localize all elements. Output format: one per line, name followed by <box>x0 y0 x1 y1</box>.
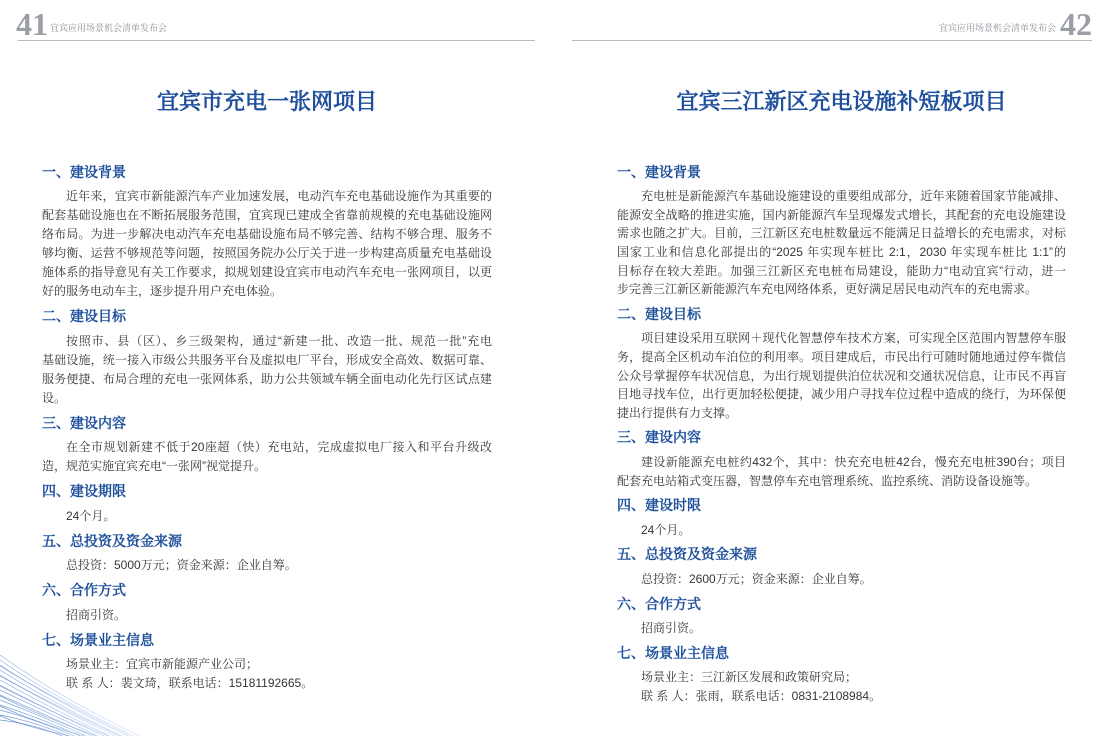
text-line: 步完善三江新区新能源汽车充电网络体系，更好满足居民电动汽车的充电需求。 <box>617 282 1038 297</box>
section-heading: 一、建设背景 <box>42 163 126 180</box>
text-line: 总投资：2600万元；资金来源：企业自筹。 <box>641 571 872 586</box>
text-line: 好的服务电动车主，逐步提升用户充电体验。 <box>42 284 283 299</box>
page-title: 宜宾市充电一张网项目 <box>156 89 377 114</box>
text-line: 建设新能源充电桩约432个，其中：快充充电桩42台，慢充充电桩390台；项目 <box>641 455 1066 469</box>
section-heading: 六、合作方式 <box>42 582 126 599</box>
text-line: 够均衡、运营不够规范等问题，按照国务院办公厅关于进一步构建高质量充电基础设 <box>42 246 492 261</box>
text-line: 按照市、县（区）、乡三级架构，通过“新建一批、改造一批、规范一批”充电 <box>66 333 492 348</box>
text-line: 招商引资。 <box>641 621 702 636</box>
text-line: 需求也随之扩大。目前，三江新区充电桩数量远不能满足日益增长的充电需求，对标 <box>617 226 1066 241</box>
section-objectives <box>617 299 1066 423</box>
text-line: 场景业主：宜宾市新能源产业公司； <box>66 657 259 672</box>
text-line: 充电桩是新能源汽车基础设施建设的重要组成部分，近年来随着国家节能减排、 <box>641 189 1066 204</box>
section-investment <box>42 526 492 576</box>
section-heading: 七、场景业主信息 <box>42 631 154 648</box>
section-heading: 三、建设内容 <box>42 414 126 431</box>
section-heading: 四、建设时限 <box>617 497 701 514</box>
section-owner-info <box>617 638 1066 706</box>
text-line: 施体系的指导意见有关工作要求，拟规划建设宜宾市电动汽车充电一张网项目，以更 <box>42 265 492 280</box>
text-line: 务，提高全区机动车泊位的利用率。项目建成后，市民出行可随时随地通过停车微信 <box>617 350 1066 365</box>
text-line: 场景业主：三江新区发展和政策研究局； <box>641 670 858 685</box>
decorative-wave-lines <box>0 636 150 736</box>
text-line: 公众号掌握停车状况信息，为出行规划提供泊位状况和交通状况信息，让市民不再盲 <box>617 368 1066 383</box>
text-line: 联 系 人：张雨，联系电话：0831-2108984。 <box>641 688 882 703</box>
running-header-title: 宜宾应用场景机会清单发布会 <box>938 23 1056 33</box>
text-line: 24个月。 <box>641 522 691 537</box>
section-content <box>617 422 1066 490</box>
section-heading: 七、场景业主信息 <box>617 644 729 661</box>
text-line: 目地寻找车位，出行更加轻松便捷，减少用户寻找车位过程中造成的绕行，为环保便 <box>617 387 1066 402</box>
page-title: 宜宾三江新区充电设施补短板项目 <box>676 89 1007 114</box>
text-line: 总投资：5000万元；资金来源：企业自筹。 <box>66 558 297 573</box>
section-heading: 三、建设内容 <box>617 429 701 446</box>
text-line: 捷出行提供有力支撑。 <box>617 405 738 420</box>
right-page <box>553 0 1106 736</box>
header-rule <box>572 40 1092 41</box>
page-number: 41 <box>16 6 48 42</box>
section-heading: 二、建设目标 <box>617 305 701 322</box>
section-heading: 四、建设期限 <box>42 483 126 500</box>
section-duration <box>617 490 1066 539</box>
text-line: 项目建设采用互联网＋现代化智慧停车技术方案，可实现全区范围内智慧停车服 <box>641 331 1066 346</box>
text-line: 造，规范实施宜宾充电“一张网”视觉提升。 <box>42 459 266 474</box>
running-header-title: 宜宾应用场景机会清单发布会 <box>50 23 168 33</box>
page-body <box>42 157 492 694</box>
page-number: 42 <box>1060 6 1092 42</box>
header-rule <box>18 40 535 41</box>
page-body <box>617 157 1066 706</box>
text-line: 目标存在较大差距。加强三江新区充电桩布局建设，能助力“电动宜宾”行动，进一 <box>617 263 1066 278</box>
section-heading: 五、总投资及资金来源 <box>617 546 757 563</box>
section-heading: 二、建设目标 <box>42 308 126 325</box>
text-line: 设。 <box>42 390 67 405</box>
text-line: 招商引资。 <box>66 607 127 622</box>
text-line: 24个月。 <box>66 508 116 523</box>
text-line: 配套基础设施也在不断拓展服务范围，宜宾现已建成全省靠前规模的充电基础设施网 <box>42 208 492 223</box>
section-objectives <box>42 301 492 408</box>
section-cooperation <box>42 575 492 625</box>
section-content <box>42 408 492 477</box>
text-line: 在全市规划新建不低于20座超（快）充电站，完成虚拟电厂接入和平台升级改 <box>66 440 492 455</box>
section-cooperation <box>617 589 1066 638</box>
text-line: 能源安全战略的推进实施，国内新能源汽车呈现爆发式增长，其配套的充电设施建设 <box>617 207 1066 222</box>
text-line: 服务便捷、布局合理的充电一张网体系，助力公共领域车辆全面电动化先行区试点建 <box>42 371 492 386</box>
text-line: 基础设施，统一接入市级公共服务平台及虚拟电厂平台，形成安全高效、数据可靠、 <box>42 352 492 367</box>
section-heading: 一、建设背景 <box>617 163 701 180</box>
section-background <box>617 157 1066 299</box>
text-line: 国家工业和信息化部提出的“2025 年实现车桩比 2:1，2030 年实现车桩比 1:1”的 <box>617 245 1066 260</box>
text-line: 配套充电站箱式变压器，智慧停车充电管理系统、监控系统、消防设备设施等。 <box>617 473 1038 488</box>
section-heading: 五、总投资及资金来源 <box>42 532 182 549</box>
section-duration <box>42 476 492 526</box>
section-heading: 六、合作方式 <box>617 595 701 612</box>
text-line: 络布局。为进一步解决电动汽车充电基础设施布局不够完善、结构不够合理、服务不 <box>42 227 492 242</box>
section-investment <box>617 539 1066 588</box>
section-background <box>42 157 492 302</box>
text-line: 近年来，宜宾市新能源汽车产业加速发展，电动汽车充电基础设施作为其重要的 <box>66 189 492 204</box>
text-line: 联 系 人：裴文琦，联系电话：15181192665。 <box>66 676 314 691</box>
